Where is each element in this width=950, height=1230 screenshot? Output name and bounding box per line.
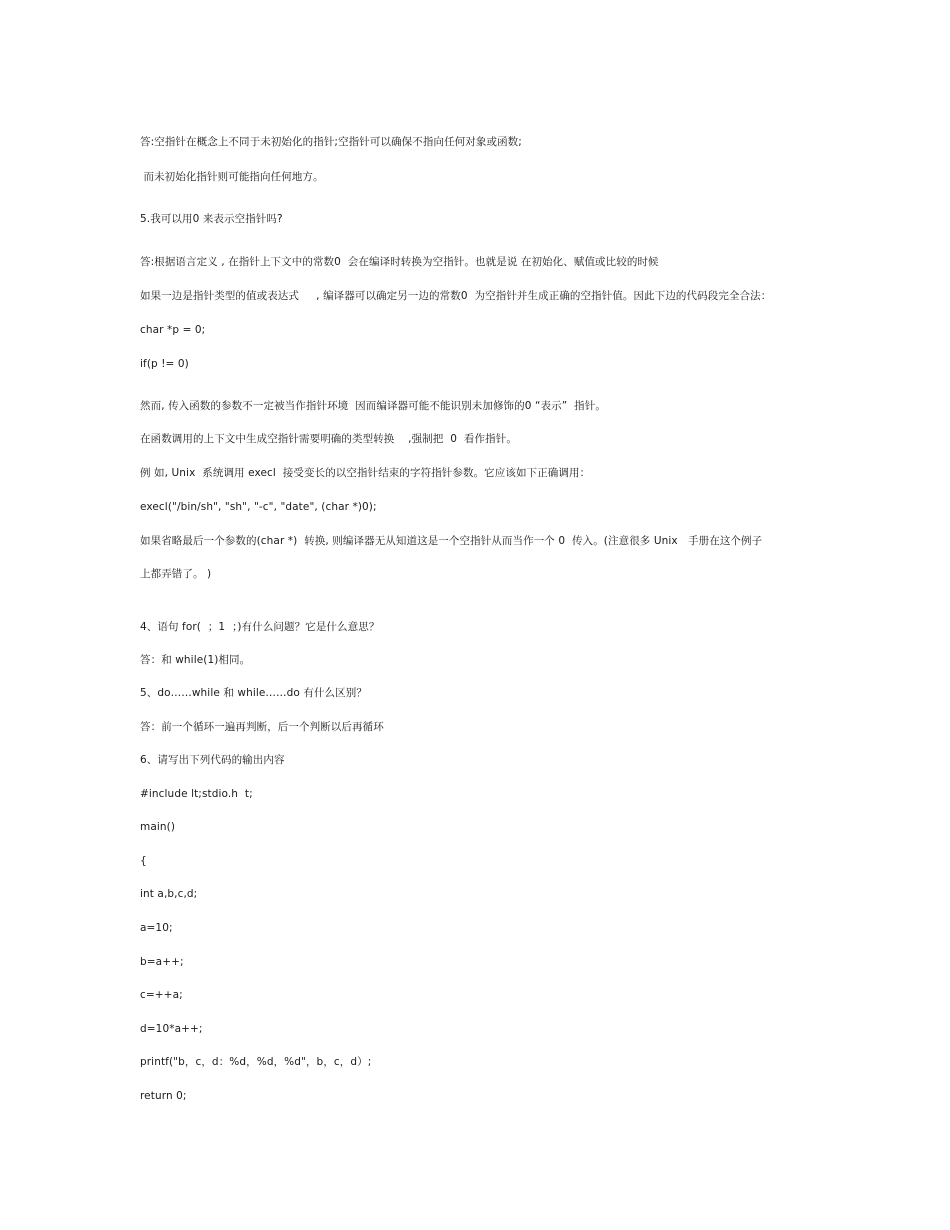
answer-line: 答：和 while(1)相同。 [140,654,251,666]
text-line: 如果省略最后一个参数的(char *) 转换, 则编译器无从知道这是一个空指针从而当作一个 0 传入。(注意很多 Unix 手册在这个例子 [140,535,763,547]
text-line: 答:根据语言定义 , 在指针上下文中的常数0 会在编译时转换为空指针。也就是说 在初始化、赋值或比较的时候 [140,256,659,268]
text-line: 例 如, Unix 系统调用 execl 接受变长的以空指针结束的字符指针参数。它应该如下正确调用： [140,467,591,479]
code-line: if(p != 0) [140,358,189,370]
code-line: a=10; [140,922,173,934]
code-line: execl("/bin/sh", "sh", "-c", "date", (char *)0); [140,501,377,513]
text-line: 答:空指针在概念上不同于未初始化的指针;空指针可以确保不指向任何对象或函数; [140,136,522,148]
code-line: printf("b，c，d：%d，%d，%d"，b，c，d）; [140,1056,372,1068]
code-line: #include lt;stdio.h t; [140,788,253,800]
text-line: 而未初始化指针则可能指向任何地方。 [140,171,324,183]
text-line: 上都弄错了。 ) [140,568,212,580]
code-line: main() [140,821,176,833]
text-line: 在函数调用的上下文中生成空指针需要明确的类型转换 ,强制把 0 看作指针。 [140,433,517,445]
code-line: d=10*a++; [140,1023,203,1035]
text-line: 如果一边是指针类型的值或表达式 , 编译器可以确定另一边的常数0 为空指针并生成正确的空指针值。因此下边的代码段完全合法： [140,290,772,302]
question-heading: 4、语句 for( ；1 ；)有什么问题？它是什么意思？ [140,621,380,633]
code-line: { [140,855,147,867]
question-heading: 5.我可以用0 来表示空指针吗? [140,213,283,225]
code-line: return 0; [140,1090,187,1102]
code-line: int a,b,c,d; [140,888,198,900]
question-heading: 6、请写出下列代码的输出内容 [140,754,285,766]
answer-line: 答：前一个循环一遍再判断，后一个判断以后再循环 [140,721,384,733]
code-line: b=a++; [140,956,184,968]
code-line: c=++a; [140,989,183,1001]
code-line: char *p = 0; [140,324,206,336]
question-heading: 5、do……while 和 while……do 有什么区别？ [140,687,367,699]
text-line: 然而, 传入函数的参数不一定被当作指针环境 因而编译器可能不能识别未加修饰的0 “表示” 指针。 [140,400,606,412]
